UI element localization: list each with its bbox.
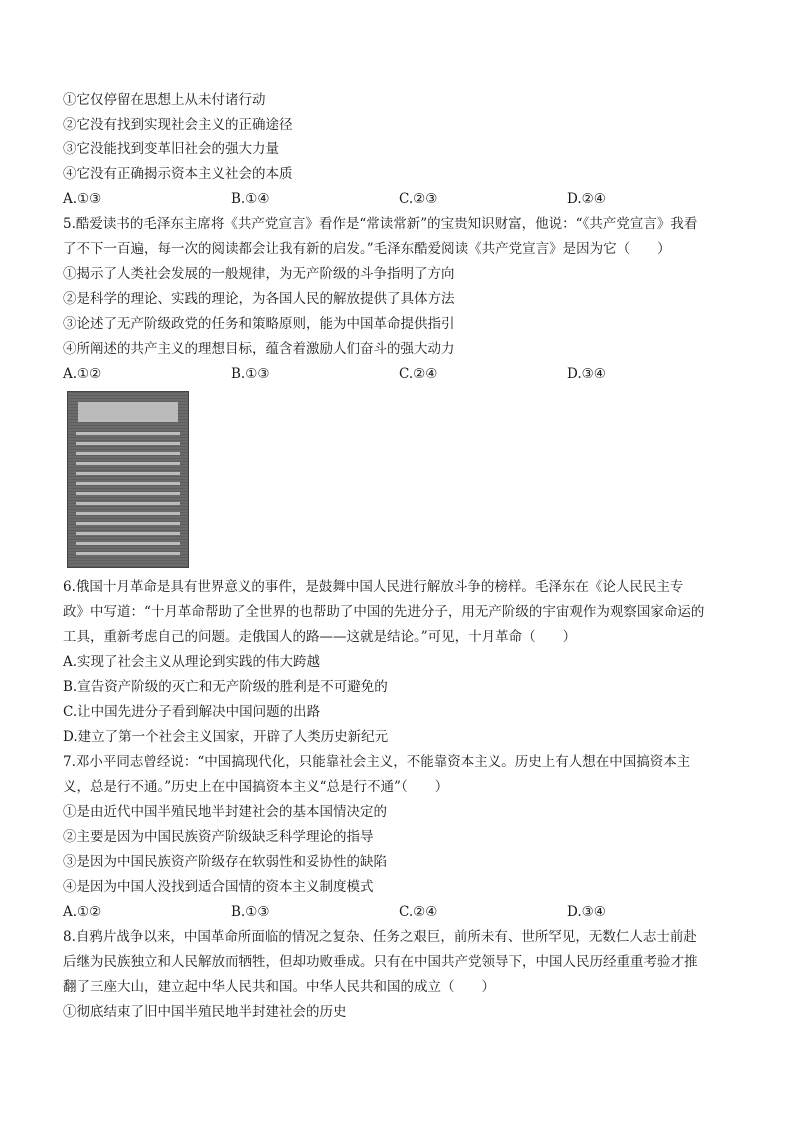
q6-option-b: B.宣告资产阶级的灭亡和无产阶级的胜利是不可避免的: [63, 679, 388, 695]
q7-option-d: D.③④: [567, 904, 606, 920]
q5-stem-line-2: 了不下一百遍，每一次的阅读都会让我有新的启发。”毛泽东酷爱阅读《共产党宣言》是因为它（ ）: [63, 241, 671, 257]
q7-option-a: A.①②: [63, 904, 102, 920]
q5-item-1: ①揭示了人类社会发展的一般规律，为无产阶级的斗争指明了方向: [63, 266, 455, 282]
q7-option-c: C.②④: [399, 904, 438, 920]
q8-stem-line-2: 后继为民族独立和人民解放而牺牲，但却功败垂成。只有在中国共产党领导下，中国人民历经重重考验才推: [63, 954, 698, 970]
q7-item-2: ②主要是因为中国民族资产阶级缺乏科学理论的指导: [63, 829, 374, 845]
q6-option-d: D.建立了第一个社会主义国家，开辟了人类历史新纪元: [63, 729, 389, 745]
q5-item-2: ②是科学的理论、实践的理论，为各国人民的解放提供了具体方法: [63, 291, 455, 307]
q4-option-d: D.②④: [567, 191, 606, 207]
q4-item-1: ①它仅停留在思想上从未付诸行动: [63, 92, 266, 108]
q4-item-2: ②它没有找到实现社会主义的正确途径: [63, 117, 293, 133]
q4-item-4: ④它没有正确揭示资本主义社会的本质: [63, 166, 293, 182]
q5-option-c: C.②④: [399, 366, 438, 382]
q6-stem-line-3: 工具，重新考虑自己的问题。走俄国人的路——这就是结论。”可见，十月革命（ ）: [63, 629, 577, 645]
q5-item-4: ④所阐述的共产主义的理想目标，蕴含着激励人们奋斗的强大动力: [63, 341, 455, 357]
q7-item-1: ①是由近代中国半殖民地半封建社会的基本国情决定的: [63, 804, 387, 820]
q5-item-3: ③论述了无产阶级政党的任务和策略原则，能为中国革命提供指引: [63, 316, 455, 332]
q5-stem-line-1: 5.酷爱读书的毛泽东主席将《共产党宣言》看作是“常读常新”的宝贵知识财富，他说：“《共产党宣言》我看: [63, 216, 698, 232]
q6-stem-line-1: 6.俄国十月革命是具有世界意义的事件，是鼓舞中国人民进行解放斗争的榜样。毛泽东在《论人民民主专: [63, 579, 684, 595]
q7-item-4: ④是因为中国人没找到适合国情的资本主义制度模式: [63, 879, 374, 895]
q7-option-b: B.①③: [231, 904, 270, 920]
q4-option-c: C.②③: [399, 191, 438, 207]
q6-option-a: A.实现了社会主义从理论到实践的伟大跨越: [63, 654, 321, 670]
q6-option-c: C.让中国先进分子看到解决中国问题的出路: [63, 704, 321, 720]
q4-option-b: B.①④: [231, 191, 270, 207]
q8-item-1: ①彻底结束了旧中国半殖民地半封建社会的历史: [63, 1004, 347, 1020]
q5-option-a: A.①②: [63, 366, 102, 382]
q7-item-3: ③是因为中国民族资产阶级存在软弱性和妥协性的缺陷: [63, 854, 387, 870]
q5-option-d: D.③④: [567, 366, 606, 382]
q7-stem-line-2: 义，总是行不通。”历史上在中国搞资本主义“总是行不通”（ ）: [63, 779, 449, 795]
manifesto-photo: [67, 391, 189, 568]
q7-stem-line-1: 7.邓小平同志曾经说：“中国搞现代化，只能靠社会主义，不能靠资本主义。历史上有人想在中国搞资本主: [63, 754, 691, 770]
q8-stem-line-1: 8.自鸦片战争以来，中国革命所面临的情况之复杂、任务之艰巨，前所未有、世所罕见，无数仁人志士前赴: [63, 929, 697, 945]
q5-option-b: B.①③: [231, 366, 270, 382]
q4-option-a: A.①③: [63, 191, 102, 207]
q6-stem-line-2: 政》中写道：“十月革命帮助了全世界的也帮助了中国的先进分子，用无产阶级的宇宙观作为观察国家命运的: [63, 604, 705, 620]
q4-item-3: ③它没能找到变革旧社会的强大力量: [63, 141, 279, 157]
q8-stem-line-3: 翻了三座大山，建立起中华人民共和国。中华人民共和国的成立（ ）: [63, 979, 495, 995]
